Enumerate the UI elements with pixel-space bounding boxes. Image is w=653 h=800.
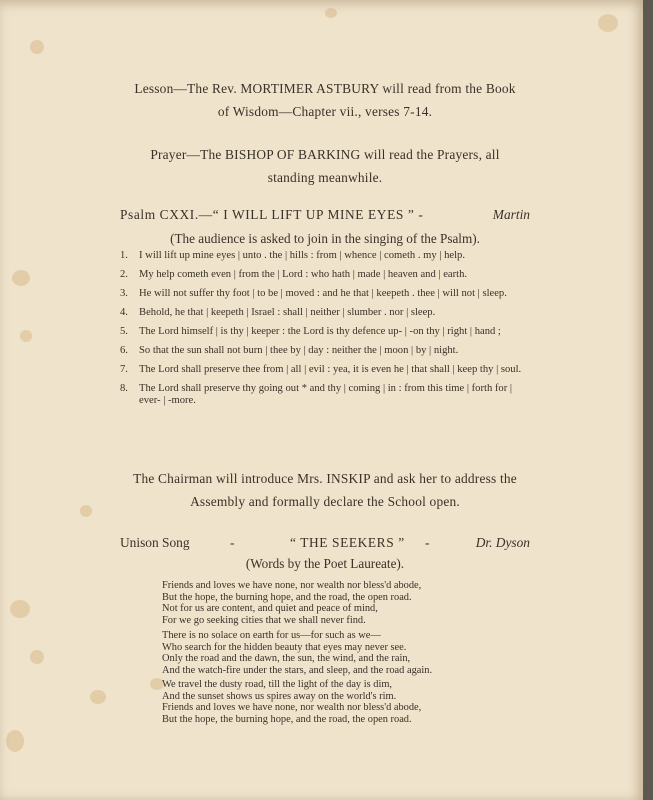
chairman-paragraph	[100, 467, 550, 513]
song-note: (Words by the Poet Laureate).	[245, 556, 405, 571]
poem-line: Not for us are content, and quiet and peace of mind,	[162, 603, 378, 615]
foxing-spot	[20, 330, 32, 342]
foxing-spot	[90, 690, 106, 704]
verse-text: Behold, he that | keepeth | Israel : shall | neither | slumber . nor | sleep.	[139, 307, 436, 318]
poem-line: But the hope, the burning hope, and the road, the open road.	[162, 591, 412, 603]
psalm-verse	[120, 345, 532, 357]
verse-number: 8.	[120, 383, 128, 394]
song-label: Unison Song	[120, 535, 190, 550]
verse-text: He will not suffer thy foot | to be | moved : and he that | keepeth . thee | will not | sleep.	[139, 288, 507, 299]
verse-text: The Lord himself | is thy | keeper : the Lord is thy defence up- | -on thy | right | hand ;	[139, 326, 501, 337]
psalm-verse	[120, 250, 532, 262]
psalm-verse	[120, 383, 532, 407]
poem-line: For we go seeking cities that we shall never find.	[162, 614, 366, 626]
song-heading-row	[120, 535, 530, 553]
psalm-heading: Psalm CXXI.—“ I WILL LIFT UP MINE EYES ” -	[120, 207, 424, 222]
verse-number: 1.	[120, 250, 128, 261]
prayer-line-1: Prayer—The BISHOP OF BARKING will read the Prayers, all	[150, 147, 500, 162]
poem-line: And the watch-fire under the stars, and sleep, and the road again.	[162, 664, 433, 676]
verse-number: 6.	[120, 345, 128, 356]
lesson-line-2: of Wisdom—Chapter vii., verses 7-14.	[217, 104, 433, 119]
lesson-paragraph	[100, 77, 550, 123]
psalm-verse	[120, 307, 532, 319]
foxing-spot	[325, 8, 337, 18]
foxing-spot	[30, 650, 44, 664]
psalm-verse	[120, 364, 532, 376]
poem-stanza-3	[162, 679, 492, 725]
poem-line: We travel the dusty road, till the light of the day is dim,	[162, 679, 393, 690]
verse-text: The Lord shall preserve thee from | all | evil : yea, it is even he | that shall | keep thy | soul.	[139, 364, 522, 375]
poem-line: Who search for the hidden beauty that eyes may never see.	[162, 641, 407, 653]
psalm-heading-row	[120, 207, 530, 225]
foxing-spot	[12, 270, 30, 286]
verse-number: 3.	[120, 288, 128, 299]
poem-line: Friends and loves we have none, nor wealth nor bless'd abode,	[162, 702, 422, 714]
foxing-spot	[80, 505, 92, 517]
foxing-spot	[10, 600, 30, 618]
verse-text: I will lift up mine eyes | unto . the | hills : from | whence | cometh . my | help.	[139, 250, 466, 261]
chairman-line-2: Assembly and formally declare the School open.	[190, 494, 460, 509]
song-dash-left: -	[230, 535, 235, 550]
psalm-verse	[120, 288, 532, 300]
poem-line: But the hope, the burning hope, and the road, the open road.	[162, 713, 412, 725]
foxing-spot	[30, 40, 44, 54]
foxing-spot	[598, 14, 618, 32]
verse-text: The Lord shall preserve thy going out * and thy | coming | in : from this time | forth for | ever- | -more.	[139, 383, 513, 406]
verse-number: 5.	[120, 326, 128, 337]
psalm-verse	[120, 326, 532, 338]
poem-line: Friends and loves we have none, nor wealth nor bless'd abode,	[162, 580, 422, 591]
verse-number: 4.	[120, 307, 128, 318]
verse-text: My help cometh even | from the | Lord : who hath | made | heaven and | earth.	[139, 269, 468, 280]
psalm-verse-list	[120, 250, 532, 414]
prayer-line-2: standing meanwhile.	[267, 170, 383, 185]
song-dash-right: -	[425, 535, 430, 550]
foxing-spot	[6, 730, 24, 752]
prayer-paragraph	[100, 143, 550, 189]
psalm-note: (The audience is asked to join in the singing of the Psalm).	[170, 231, 480, 246]
poem-line: Only the road and the dawn, the sun, the wind, and the rain,	[162, 653, 411, 665]
poem-stanza-2	[162, 630, 492, 676]
song-composer: Dr. Dyson	[475, 535, 530, 550]
poem-line: There is no solace on earth for us—for such as we—	[162, 630, 381, 641]
psalm-composer: Martin	[492, 207, 530, 222]
poem-stanza-1	[162, 580, 492, 626]
chairman-line-1: The Chairman will introduce Mrs. INSKIP and ask her to address the	[133, 471, 517, 486]
lesson-line-1: Lesson—The Rev. MORTIMER ASTBURY will read from the Book	[134, 81, 516, 96]
verse-number: 2.	[120, 269, 128, 280]
verse-number: 7.	[120, 364, 128, 375]
song-title: “ THE SEEKERS ”	[290, 535, 405, 550]
verse-text: So that the sun shall not burn | thee by | day : neither the | moon | by | night.	[139, 345, 459, 356]
psalm-verse	[120, 269, 532, 281]
poem-line: And the sunset shows us spires away on the world's rim.	[162, 690, 397, 702]
page-edge-shadow	[643, 0, 653, 800]
